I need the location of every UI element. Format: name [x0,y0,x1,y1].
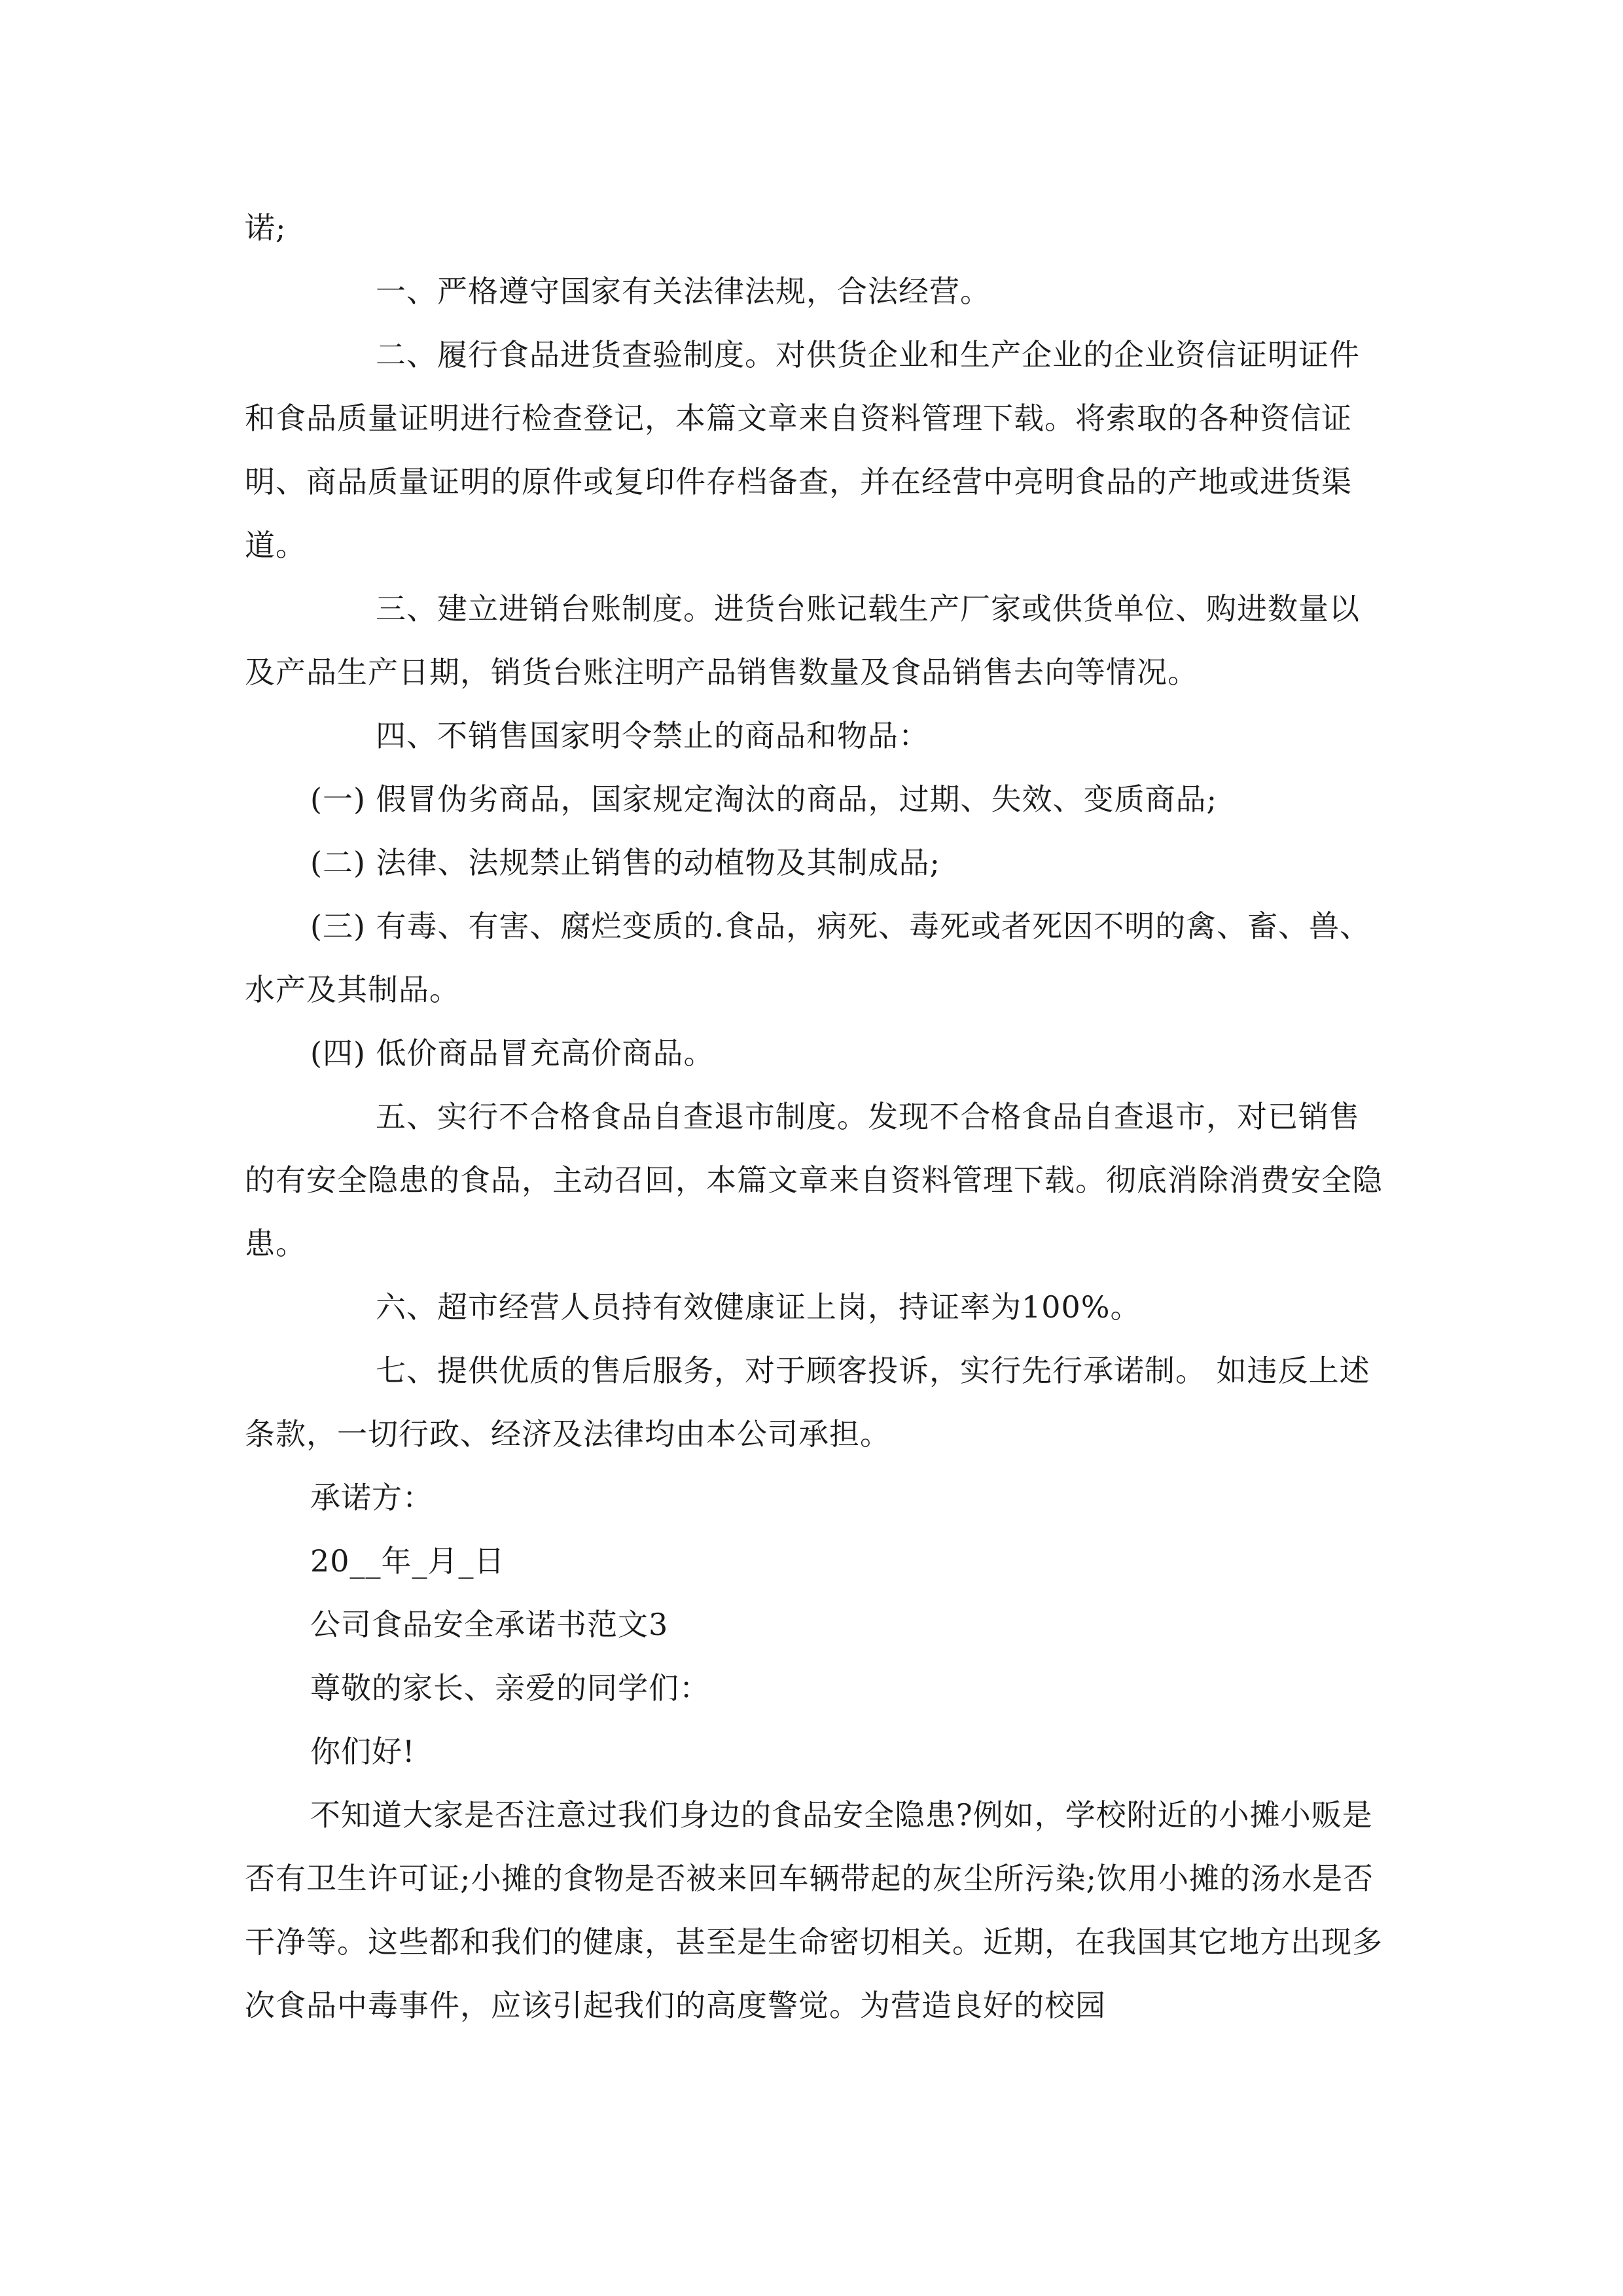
section-title-text: 公司食品安全承诺书范文3 [310,1607,669,1642]
clause-number: 一、 [376,274,437,309]
salutation [245,1657,1383,1720]
clause-number: 六、 [376,1289,437,1325]
sub-item-number: (一) [310,781,366,817]
sub-item-3 [245,895,1383,1022]
sub-item-4 [245,1022,1383,1085]
clause-7 [245,1339,1383,1466]
signatory-label [245,1466,1383,1530]
sub-item-2 [245,831,1383,895]
clause-text: 提供优质的售后服务，对于顾客投诉，实行先行承诺制。 如违反上述条款，一切行政、经济及法律均由本公司承担。 [245,1353,1370,1452]
document-body [245,196,1383,2037]
clause-text: 实行不合格食品自查退市制度。发现不合格食品自查退市，对已销售的有安全隐患的食品，主动召回，本篇文章来自资料管理下载。彻底消除消费安全隐患。 [245,1099,1383,1261]
clause-text: 建立进销台账制度。进货台账记载生产厂家或供货单位、购进数量以及产品生产日期，销货台账注明产品销售数量及食品销售去向等情况。 [245,591,1360,690]
sub-item-number: (二) [310,845,366,880]
body-paragraph-text: 不知道大家是否注意过我们身边的食品安全隐患?例如，学校附近的小摊小贩是否有卫生许可证;小摊的食物是否被来回车辆带起的灰尘所污染;饮用小摊的汤水是否干净等。这些都和我们的健康，甚至是生命密切相关。近期，在我国其它地方出现多次食品中毒事件，应该引起我们的高度警觉。为营造良好的校园 [245,1797,1383,2023]
greeting [245,1720,1383,1784]
date-text: 20__年_月_日 [310,1543,505,1579]
clause-text: 履行食品进货查验制度。对供货企业和生产企业的企业资信证明证件和食品质量证明进行检查登记，本篇文章来自资料管理下载。将索取的各种资信证明、商品质量证明的原件或复印件存档备查，并在经营中亮明食品的产地或进货渠道。 [245,337,1360,563]
clause-1 [245,260,1383,323]
clause-number: 四、 [376,718,437,753]
clause-text: 超市经营人员持有效健康证上岗，持证率为100%。 [437,1289,1141,1325]
clause-number: 七、 [376,1353,437,1388]
clause-number: 二、 [376,337,437,372]
paragraph-text: 诺; [245,210,287,245]
body-paragraph [245,1784,1383,2037]
clause-4 [245,704,1383,768]
date-line [245,1530,1383,1593]
clause-text: 不销售国家明令禁止的商品和物品： [437,718,929,753]
sub-item-text: 假冒伪劣商品，国家规定淘汰的商品，过期、失效、变质商品; [376,781,1218,817]
sub-item-text: 低价商品冒充高价商品。 [376,1035,715,1071]
paragraph-continuation [245,196,1383,260]
clause-6 [245,1276,1383,1339]
sub-item-text: 法律、法规禁止销售的动植物及其制成品; [376,845,941,880]
clause-5 [245,1085,1383,1276]
sub-item-number: (四) [310,1035,366,1071]
section-title [245,1593,1383,1657]
greeting-text: 你们好! [310,1734,416,1769]
salutation-text: 尊敬的家长、亲爱的同学们： [310,1670,710,1706]
signatory-text: 承诺方： [310,1480,433,1515]
clause-number: 三、 [376,591,437,626]
clause-number: 五、 [376,1099,437,1134]
clause-2 [245,323,1383,577]
sub-item-text: 有毒、有害、腐烂变质的.食品，病死、毒死或者死因不明的禽、畜、兽、水产及其制品。 [245,908,1371,1007]
clause-3 [245,577,1383,704]
sub-item-number: (三) [310,908,366,944]
clause-text: 严格遵守国家有关法律法规，合法经营。 [437,274,991,309]
sub-item-1 [245,768,1383,831]
